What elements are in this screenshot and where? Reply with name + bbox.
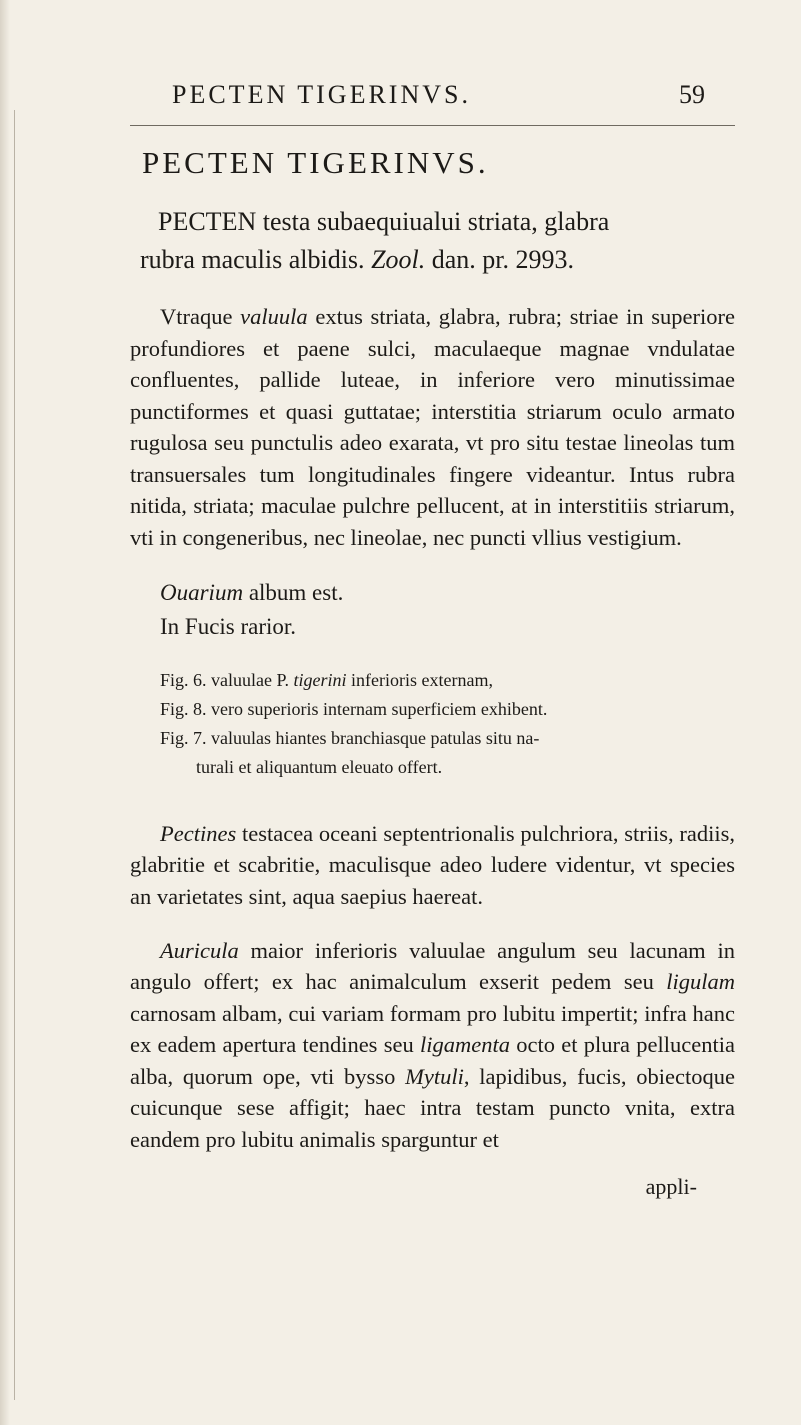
text-run: Vtraque (160, 304, 241, 329)
text-run: extus striata, glabra, rubra; striae in superiore profundiores et paene sulci, maculaeque magnae vndulatae confluentes, pallide luteae, in inferiore vero minutissimae punctiformes et quasi guttatae; interstitia striarum oculo armato rugulosa seu punctulis adeo exarata, vt pro situ testae lineolas tum transuersales tum longitudinales fingere videantur. Intus rubra nitida, striata; maculae pulchre pellucent, at in interstitiis striarum, vti in congeneribus, nec lineolae, nec puncti vllius vestigium. (130, 304, 736, 550)
text-run: testacea oceani septentrionalis pulchriora, striis, radiis, glabritie et scabritie, maculisque adeo ludere videntur, vt species an varietates sint, aqua saepius haereat. (130, 820, 735, 909)
italic-term: ligulam (666, 969, 735, 994)
italic-term: tigerini (293, 669, 347, 690)
species-diagnosis (140, 203, 735, 279)
gutter-line (14, 110, 15, 1400)
page-edge-shadow (0, 0, 10, 1425)
page-number: 59 (679, 80, 705, 109)
running-head (130, 80, 735, 120)
auricula-paragraph (130, 935, 735, 1156)
diagnosis-reference: Zool. (371, 245, 426, 274)
text-run: inferioris externam, (346, 669, 493, 690)
text-run: album est. (243, 579, 344, 605)
running-head-title: PECTEN TIGERINVS. (172, 80, 471, 109)
header-rule (130, 125, 735, 126)
figure-caption-6 (160, 666, 735, 695)
text-run: Fig. 6. valuulae P. (160, 669, 294, 690)
text-run: octo et plura pellucentia alba, quorum ope, vti bysso (130, 1032, 735, 1089)
diagnosis-line-1: PECTEN testa subaequiualui striata, glabra (158, 207, 610, 236)
diagnosis-reference-tail: dan. pr. 2993. (425, 245, 575, 274)
description-paragraph (130, 301, 735, 553)
figure-captions (160, 666, 735, 782)
figure-caption-7-cont: turali et aliquantum eleuato offert. (196, 756, 443, 777)
diagnosis-line-2 (140, 241, 735, 279)
italic-term: valuula (240, 304, 308, 329)
italic-term: Mytuli (405, 1063, 464, 1089)
figure-caption-7: Fig. 7. valuulas hiantes branchiasque patulas situ na- (160, 727, 540, 748)
text-run: carnosam albam, cui variam formam pro lubitu impertit; infra hanc ex eadem apertura tendines seu (130, 1000, 735, 1057)
habitat-line: In Fucis rarior. (160, 613, 297, 639)
italic-term: Ouarium (160, 579, 244, 605)
figure-caption-8: Fig. 8. vero superioris internam superficiem exhibent. (160, 698, 548, 719)
italic-term: Pectines (160, 820, 237, 846)
pectines-paragraph (130, 818, 735, 913)
italic-term: Auricula (160, 937, 239, 963)
ovarium-line (160, 576, 735, 610)
text-run: maior inferioris valuulae angulum seu lacunam in angulo offert; ex hac animalculum exserit pedem seu (130, 937, 735, 994)
catchword: appli- (645, 1173, 697, 1199)
diagnosis-text: rubra maculis albidis. (140, 245, 372, 274)
text-run: , lapidibus, fucis, obiectoque cuicunque sese affigit; haec intra testam puncto vnita, extra eandem pro lubitu animalis sparguntur et (130, 1063, 735, 1152)
italic-term: ligamenta (419, 1032, 510, 1057)
section-title: PECTEN TIGERINVS. (142, 145, 489, 180)
book-page (130, 80, 735, 1200)
